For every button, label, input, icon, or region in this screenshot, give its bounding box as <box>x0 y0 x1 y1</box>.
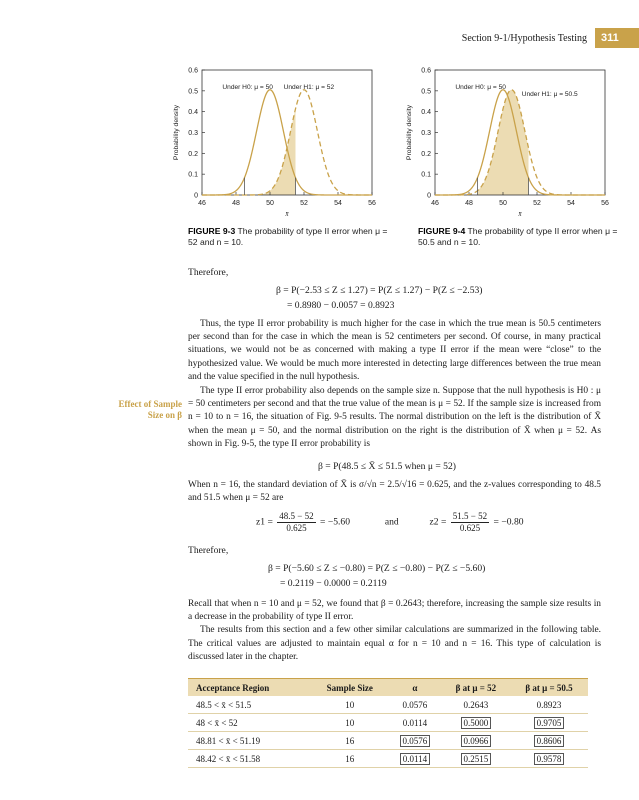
table-cell: 48.81 < x̄ < 51.19 <box>188 732 311 750</box>
z1-numerator: 48.5 − 52 <box>279 511 314 521</box>
figure-9-4-label: FIGURE 9-4 <box>418 226 466 236</box>
table-row <box>188 696 588 714</box>
y-tick-label: 0.2 <box>421 150 431 158</box>
y-tick-label: 0 <box>194 192 198 200</box>
y-tick-label: 0.1 <box>421 171 431 179</box>
h1-label: Under H1: μ = 50.5 <box>521 91 578 98</box>
boxed-value: 0.9578 <box>534 753 565 765</box>
table-cell: 0.0114 <box>388 714 442 732</box>
boxed-value: 0.0114 <box>400 753 430 765</box>
paragraph-4-text: Recall that when n = 10 and μ = 52, we found that β = 0.2643; therefore, increasing the sample size results in a decrease in the probability of type II error. <box>188 599 601 623</box>
x-tick-label: 48 <box>465 200 473 207</box>
table-cell <box>510 732 588 750</box>
y-tick-label: 0.4 <box>421 109 431 117</box>
table-cell: 10 <box>311 696 388 714</box>
paragraph-1-text: Thus, the type II error probability is much higher for the case in which the true mean is 50.5 centimeters per second than for the case in which the mean is 52 centimeters per second. Of course, in many practical situations, we would not be as concerned with making a type II error if the mean were “close” to the hypothesized value. We would be much more interested in detecting large differences between the true mean and the value specified in the null hypothesis. <box>188 319 601 382</box>
equation-beta-3-result: = 0.2119 − 0.0000 = 0.2119 <box>280 578 387 589</box>
therefore-1: Therefore, <box>188 267 229 278</box>
paragraph-2-text: The type II error probability also depends on the sample size n. Suppose that the null hypothesis is H0 : μ = 50 centimeters per second and that the true value of the mean is μ = 52. If the sample size is increased from n = 10 to n = 16, the situation of Fig. 9-5 results. The normal distribution on the left is the distribution of X̄ when the mean μ = 50, and the normal distribution on the right is the distribution of X̄ when μ = 52. As shown in Fig. 9-5, the type II error probability is <box>188 386 601 449</box>
table-cell: 48.42 < x̄ < 51.58 <box>188 750 311 768</box>
figure-9-4-caption-text: The probability of type II error when μ = 50.5 and n = 10. <box>418 226 618 247</box>
figure-9-3-caption <box>188 226 388 248</box>
margin-note: Effect of Sample Size on β <box>118 399 182 420</box>
z1-fraction <box>277 511 315 534</box>
paragraph-3-text: When n = 16, the standard deviation of X̄ is σ/√n = 2.5/√16 = 0.625, and the z-values corresponding to 48.5 and 51.5 when μ = 52 are <box>188 480 601 504</box>
therefore-2: Therefore, <box>188 545 229 556</box>
figure-9-4-caption <box>418 226 618 248</box>
table-row <box>188 732 588 750</box>
table-cell <box>510 714 588 732</box>
y-tick-label: 0.5 <box>421 88 431 96</box>
boxed-value: 0.0576 <box>400 735 431 747</box>
boxed-value: 0.2515 <box>461 753 492 765</box>
table-row <box>188 750 588 768</box>
equation-beta-1: β = P(−2.53 ≤ Z ≤ 1.27) = P(Z ≤ 1.27) − P(Z ≤ −2.53) <box>276 285 483 296</box>
y-tick-label: 0.3 <box>188 130 198 137</box>
h0-label: Under H0: μ = 50 <box>222 84 273 91</box>
table-cell: 0.0576 <box>388 696 442 714</box>
equation-beta-3: β = P(−5.60 ≤ Z ≤ −0.80) = P(Z ≤ −0.80) − P(Z ≤ −5.60) <box>268 563 486 574</box>
paragraph-2 <box>188 385 601 451</box>
table-cell: 10 <box>311 714 388 732</box>
table-cell <box>388 732 442 750</box>
header-alpha: α <box>388 679 442 697</box>
y-tick-label: 0.5 <box>188 88 198 96</box>
z2-denominator: 0.625 <box>459 523 481 533</box>
h1-label: Under H1: μ = 52 <box>283 84 335 91</box>
x-tick-label: 52 <box>300 200 308 207</box>
table-cell: 16 <box>311 732 388 750</box>
table-cell: 48.5 < x̄ < 51.5 <box>188 696 311 714</box>
figure-9-4-chart <box>403 62 618 220</box>
equation-beta-2: β = P(48.5 ≤ X̄ ≤ 51.5 when μ = 52) <box>318 461 456 472</box>
h0-label: Under H0: μ = 50 <box>455 84 506 91</box>
figure-9-3-label: FIGURE 9-3 <box>188 226 236 236</box>
boxed-value: 0.0966 <box>461 735 492 747</box>
z-values-equation <box>256 511 524 534</box>
z1-rhs: = −5.60 <box>320 516 351 528</box>
header-beta-50-5: β at μ = 50.5 <box>510 679 588 697</box>
x-axis-label: x̄ <box>285 210 289 218</box>
table-header-row <box>188 679 588 697</box>
z2-rhs: = −0.80 <box>493 516 524 528</box>
results-table <box>188 678 588 768</box>
x-tick-label: 56 <box>368 200 376 207</box>
paragraph-4 <box>188 598 601 664</box>
y-tick-label: 0 <box>427 192 431 200</box>
y-tick-label: 0.3 <box>421 130 431 137</box>
header-sample-size: Sample Size <box>311 679 388 697</box>
z2-lhs: z2 = <box>429 516 447 528</box>
paragraph-1 <box>188 318 601 384</box>
x-tick-label: 54 <box>567 200 575 207</box>
y-tick-label: 0.4 <box>188 109 198 117</box>
x-tick-label: 52 <box>533 200 541 207</box>
y-tick-label: 0.6 <box>188 67 198 75</box>
y-tick-label: 0.2 <box>188 150 198 158</box>
table-cell: 48 < x̄ < 52 <box>188 714 311 732</box>
z1-lhs: z1 = <box>256 516 273 528</box>
header-beta-52: β at μ = 52 <box>442 679 510 697</box>
y-tick-label: 0.1 <box>188 171 198 179</box>
z2-numerator: 51.5 − 52 <box>452 511 488 521</box>
x-axis-label: x̄ <box>518 210 522 218</box>
x-tick-label: 48 <box>232 200 240 207</box>
figure-9-3-caption-text: The probability of type II error when μ = 52 and n = 10. <box>188 226 388 247</box>
x-tick-label: 46 <box>431 200 439 207</box>
table-cell <box>388 750 442 768</box>
figure-9-3-chart <box>170 62 385 220</box>
paragraph-5-text: The results from this section and a few other similar calculations are summarized in the following table. The critical values are adjusted to maintain equal α for n = 10 and n = 16. This type of calculation is discussed later in the chapter. <box>188 625 601 662</box>
boxed-value: 0.9705 <box>534 717 565 729</box>
table-cell <box>442 714 510 732</box>
x-tick-label: 56 <box>601 200 609 207</box>
table-cell: 0.8923 <box>510 696 588 714</box>
y-axis-label: Probability density <box>406 104 413 161</box>
x-tick-label: 46 <box>198 200 206 207</box>
table-cell <box>442 750 510 768</box>
table-cell <box>442 732 510 750</box>
and-word: and <box>384 516 399 528</box>
table-cell <box>510 750 588 768</box>
x-tick-label: 54 <box>334 200 342 207</box>
page-number: 311 <box>595 28 639 48</box>
table-row <box>188 714 588 732</box>
z1-denominator: 0.625 <box>286 523 307 533</box>
section-title: Section 9-1/Hypothesis Testing <box>461 32 587 44</box>
boxed-value: 0.5000 <box>461 717 492 729</box>
page-header <box>462 28 639 48</box>
z2-fraction <box>451 511 489 534</box>
table-cell: 16 <box>311 750 388 768</box>
equation-beta-1-result: = 0.8980 − 0.0057 = 0.8923 <box>287 300 395 311</box>
boxed-value: 0.8606 <box>534 735 565 747</box>
paragraph-3 <box>188 479 601 505</box>
x-tick-label: 50 <box>266 200 274 207</box>
y-tick-label: 0.6 <box>421 67 431 75</box>
table-cell: 0.2643 <box>442 696 510 714</box>
x-tick-label: 50 <box>499 200 507 207</box>
y-axis-label: Probability density <box>173 104 180 161</box>
header-acceptance-region: Acceptance Region <box>188 679 311 697</box>
